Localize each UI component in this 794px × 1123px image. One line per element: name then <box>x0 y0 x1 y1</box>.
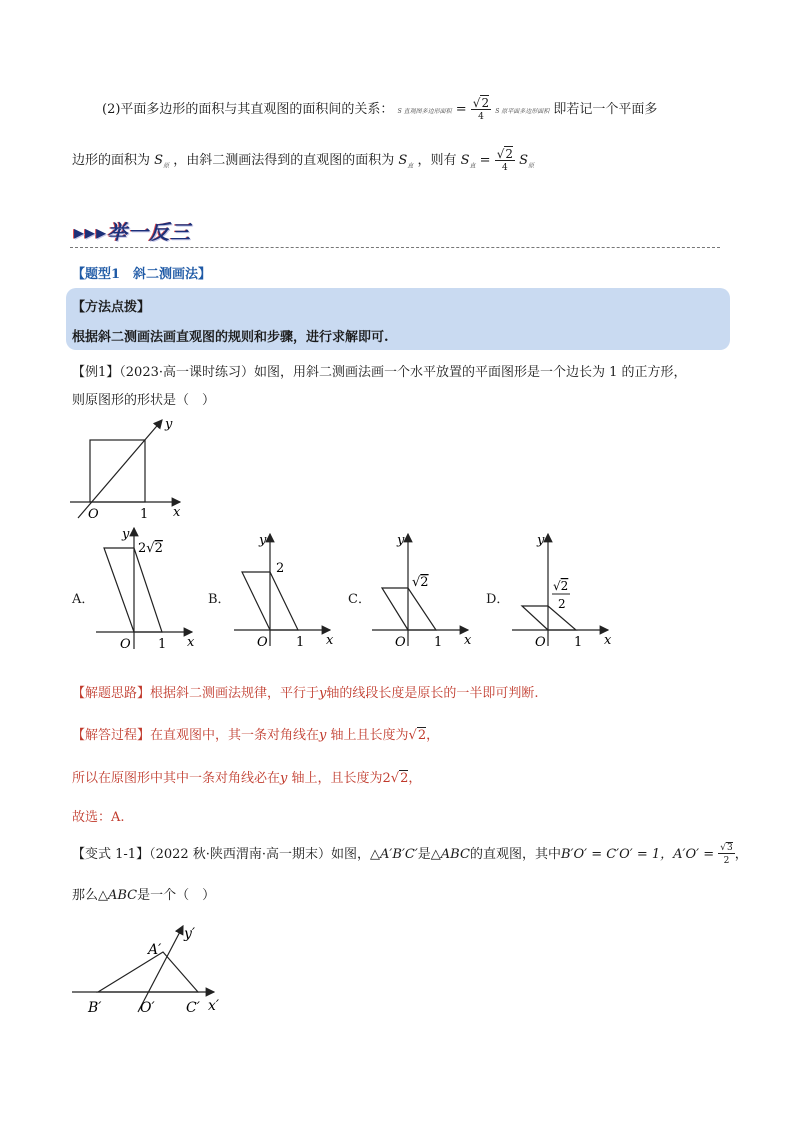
para2-suffix: 即若记一个平面多 <box>553 102 658 117</box>
option-a-o: O <box>120 637 131 652</box>
variant-end: ， <box>734 847 748 862</box>
idea-line <box>72 682 539 701</box>
option-a-y: y <box>122 527 130 542</box>
variant-text-c: 的直观图，其中 <box>469 847 561 862</box>
option-a-shape <box>104 548 162 632</box>
variant-figure <box>68 918 238 1018</box>
variant-fraction: $\frac{√3}{2}$ <box>720 842 733 866</box>
variant-label-x: x′ <box>208 998 220 1014</box>
para2-eq: = <box>455 102 467 117</box>
para2-prefix: (2)平面多边形的面积与其直观图的面积间的关系： <box>102 102 394 117</box>
para2-fraction: $\frac{√2}{4}$ <box>472 96 490 122</box>
option-d-one: 1 <box>574 635 583 650</box>
idea-var: y <box>319 686 327 701</box>
option-d-o: O <box>535 635 546 650</box>
variant-tri1: A′B′C′ <box>380 847 418 862</box>
process-var: y <box>319 728 327 743</box>
idea-text-a: 根据斜二测画法规律，平行于 <box>150 686 320 701</box>
option-c-figure[interactable] <box>368 530 478 650</box>
para2-fraction-2: $\frac{√2}{4}$ <box>496 147 513 173</box>
method-title: 【方法点拨】 <box>72 300 151 315</box>
idea-label: 【解题思路】 <box>72 686 151 701</box>
variant-text-b: 是△ <box>417 847 441 862</box>
para2-eq-2: = <box>479 153 491 168</box>
process-text-b: 轴上且长度为 <box>326 728 409 743</box>
process-text-a: 在直观图中，其一条对角线在 <box>150 728 320 743</box>
option-b-o: O <box>257 635 268 650</box>
para2-line2-c: ，则有 <box>417 153 457 168</box>
option-d-figure[interactable] <box>508 530 618 650</box>
variant-tri3: ABC <box>108 888 138 903</box>
variant-label-o: O′ <box>140 1000 155 1016</box>
y-label: y <box>165 417 173 432</box>
origin-label: O <box>88 507 99 522</box>
option-c-label[interactable]: C． <box>348 592 371 607</box>
option-c-one: 1 <box>434 635 443 650</box>
option-c-o: O <box>395 635 406 650</box>
para2-sub-right: S 原平面多边形面积 <box>495 108 550 115</box>
option-a-label[interactable]: A． <box>72 592 95 607</box>
s-orig-2: $S_原$ <box>519 153 535 170</box>
option-c-shape <box>382 588 436 630</box>
example1-line1: 【例1】（2023·高一课时练习）如图，用斜二测画法画一个水平放置的平面图形是一个边长为 1 的正方形， <box>72 365 687 380</box>
so-coef: 2 <box>382 771 391 786</box>
variant-line2-b: 是一个（ ） <box>137 888 216 903</box>
option-d-y: y <box>537 533 545 548</box>
so-text-b: 轴上，且长度为 <box>287 771 383 786</box>
variant-line2 <box>72 884 215 903</box>
idea-text-b: 轴的线段长度是原长的一半即可判断. <box>326 686 539 701</box>
variant-line1 <box>72 843 748 866</box>
method-body: 根据斜二测画法画直观图的规则和步骤，进行求解即可. <box>72 330 389 345</box>
banner-divider <box>70 247 720 248</box>
type1-title: 【题型1 斜二测画法】 <box>72 267 212 282</box>
variant-label-y: y′ <box>184 926 196 942</box>
option-b-x: x <box>326 633 334 648</box>
process-end: ， <box>426 728 440 743</box>
option-c-value: √2 <box>412 575 429 590</box>
variant-triangle <box>98 952 198 992</box>
variant-text-a: 【变式 1-1】（2022 秋·陕西渭南·高一期末）如图，△ <box>72 847 381 862</box>
variant-label-b: B′ <box>88 1000 102 1016</box>
so-var: y <box>280 771 288 786</box>
option-d-label[interactable]: D． <box>486 592 510 607</box>
variant-seg: B′O′ = C′O′ = 1，A′O′ = <box>560 847 715 862</box>
option-d-value-num: √2 <box>553 579 569 593</box>
option-b-value: 2 <box>276 561 285 576</box>
variant-label-a: A′ <box>148 942 162 958</box>
s-direct-2: $S_直$ <box>460 153 476 170</box>
option-c-x: x <box>464 633 472 648</box>
option-b-label[interactable]: B． <box>208 592 231 607</box>
s-direct: $S_直$ <box>398 153 414 170</box>
option-b-figure[interactable] <box>230 530 340 650</box>
para2-line1 <box>102 97 657 122</box>
option-a-one: 1 <box>158 637 167 652</box>
process-root: 2 <box>417 728 427 743</box>
x-label: x <box>173 505 181 520</box>
option-d-x: x <box>604 633 612 648</box>
one-label: 1 <box>140 507 149 522</box>
option-b-y: y <box>259 533 267 548</box>
so-end: ， <box>408 771 422 786</box>
process-line: 【解答过程】在直观图中，其一条对角线在y 轴上且长度为√2， <box>72 728 440 743</box>
variant-line2-a: 那么△ <box>72 888 108 903</box>
para2-line2-b: ，由斜二测画法得到的直观图的面积为 <box>173 153 395 168</box>
s-orig: $S_原$ <box>154 153 170 170</box>
option-d-value-den: 2 <box>558 597 566 611</box>
option-a-figure[interactable] <box>92 524 207 654</box>
example1-line2: 则原图形的形状是（ ） <box>72 393 216 408</box>
para2-line2-a: 边形的面积为 <box>72 153 151 168</box>
option-b-one: 1 <box>296 635 305 650</box>
answer-line: 故选：A. <box>72 810 125 825</box>
option-a-x: x <box>187 635 195 650</box>
variant-tri2: ABC <box>440 847 470 862</box>
option-d-shape <box>522 606 576 630</box>
so-line: 所以在原图形中其中一条对角线必在y 轴上，且长度为2√2， <box>72 771 422 786</box>
section-banner: ▸▸▸举一反三 <box>74 220 192 244</box>
option-a-value: 2√2 <box>138 541 163 556</box>
para2-sub-left: S 直观图多边形面积 <box>397 108 452 115</box>
variant-label-c: C′ <box>186 1000 200 1016</box>
main-figure <box>70 412 200 522</box>
process-label: 【解答过程】 <box>72 728 151 743</box>
option-c-y: y <box>397 533 405 548</box>
so-root: 2 <box>400 771 409 786</box>
so-text-a: 所以在原图形中其中一条对角线必在 <box>72 771 281 786</box>
para2-line2 <box>72 148 534 173</box>
